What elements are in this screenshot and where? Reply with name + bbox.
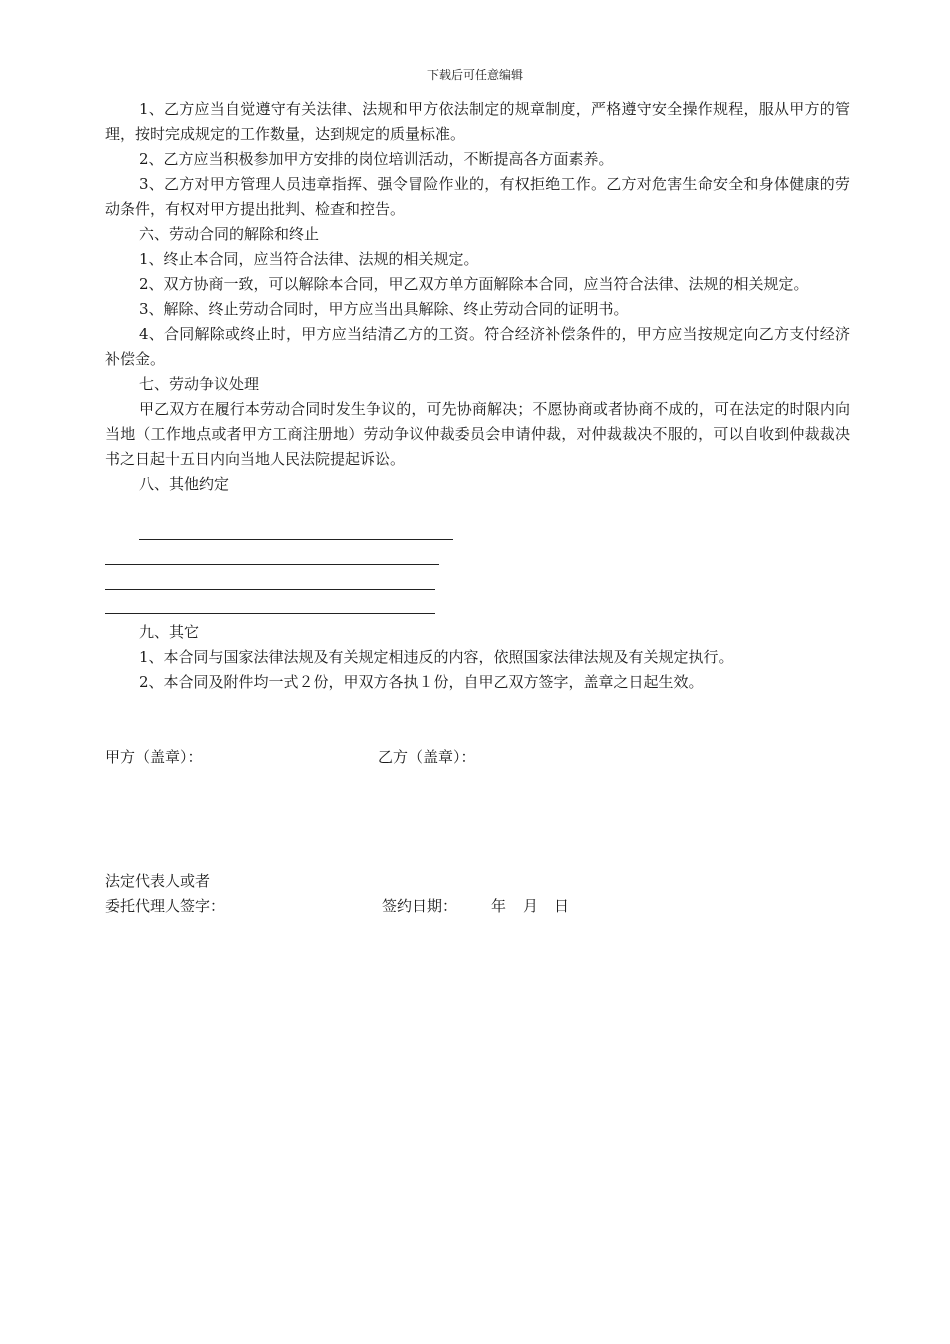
representative-signature-label: 委托代理人签字： <box>105 897 226 915</box>
clause-paragraph: 2、本合同及附件均一式２份，甲双方各执１份，自甲乙双方签字，盖章之日起生效。 <box>139 673 704 691</box>
clause-paragraph: 2、双方协商一致，可以解除本合同，甲乙双方单方面解除本合同，应当符合法律、法规的相关规定。 <box>139 275 809 293</box>
blank-fill-line <box>139 539 453 540</box>
section-heading: 七、劳动争议处理 <box>139 375 260 393</box>
clause-paragraph: 1、乙方应当自觉遵守有关法律、法规和甲方依法制定的规章制度，严格遵守安全操作规程，服从甲方的管理，按时完成规定的工作数量，达到规定的质量标准。 <box>105 100 850 143</box>
blank-fill-line <box>105 564 439 565</box>
party-b-seal-label: 乙方（盖章）： <box>378 748 476 766</box>
year-label: 年 <box>491 897 507 915</box>
section-heading: 六、劳动合同的解除和终止 <box>139 225 320 243</box>
page-header: 下载后可任意编辑 <box>426 68 523 82</box>
section-heading: 九、其它 <box>139 623 200 641</box>
day-label: 日 <box>554 897 570 915</box>
contract-body <box>105 97 850 497</box>
clause-paragraph: 3、乙方对甲方管理人员违章指挥、强令冒险作业的，有权拒绝工作。乙方对危害生命安全和身体健康的劳动条件，有权对甲方提出批判、检查和控告。 <box>105 175 850 218</box>
sign-date-label: 签约日期： <box>382 897 458 915</box>
section-heading: 八、其他约定 <box>139 475 230 493</box>
clause-paragraph: 3、解除、终止劳动合同时，甲方应当出具解除、终止劳动合同的证明书。 <box>139 300 629 318</box>
month-label: 月 <box>523 897 539 915</box>
clause-paragraph: 甲乙双方在履行本劳动合同时发生争议的，可先协商解决；不愿协商或者协商不成的，可在法定的时限内向当地（工作地点或者甲方工商注册地）劳动争议仲裁委员会申请仲裁，对仲裁裁决不服的，可以自收到仲裁裁决书之日起十五日内向当地人民法院提起诉讼。 <box>105 400 850 468</box>
clause-paragraph: 1、本合同与国家法律法规及有关规定相违反的内容，依照国家法律法规及有关规定执行。 <box>139 648 734 666</box>
clause-paragraph: 4、合同解除或终止时，甲方应当结清乙方的工资。符合经济补偿条件的，甲方应当按规定向乙方支付经济补偿金。 <box>105 325 850 368</box>
blank-fill-line <box>105 589 435 590</box>
clause-paragraph: 1、终止本合同，应当符合法律、法规的相关规定。 <box>139 250 479 268</box>
party-a-seal-label: 甲方（盖章）： <box>105 748 203 766</box>
representative-label: 法定代表人或者 <box>105 872 211 890</box>
clause-paragraph: 2、乙方应当积极参加甲方安排的岗位培训活动，不断提高各方面素养。 <box>139 150 614 168</box>
blank-fill-line <box>105 613 435 614</box>
